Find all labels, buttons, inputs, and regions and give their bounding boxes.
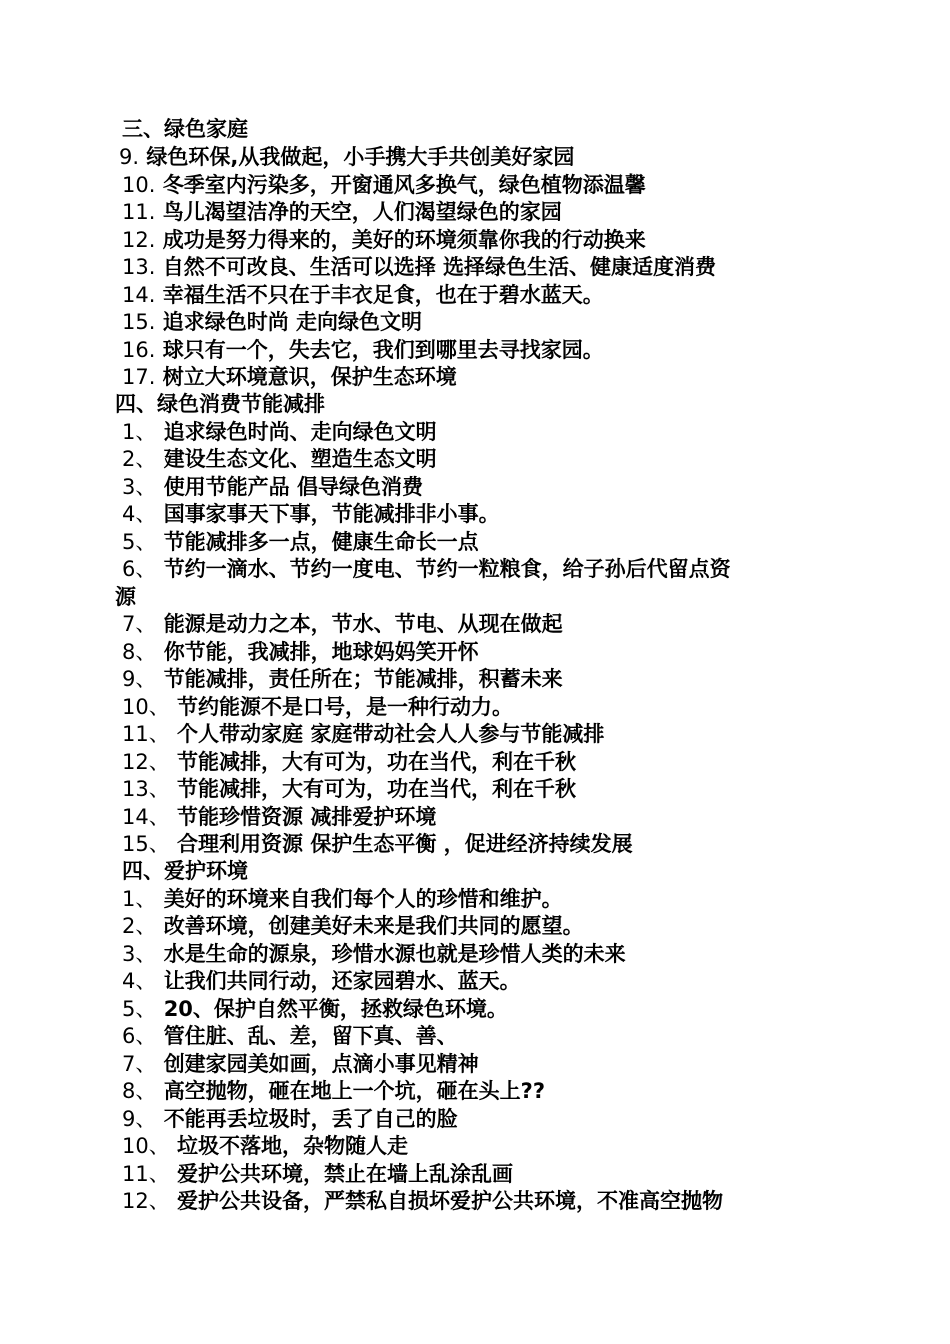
item-number: 1、 xyxy=(122,420,157,444)
item-text: 水是生命的源泉，珍惜水源也就是珍惜人类的未来 xyxy=(163,942,626,966)
item-text: 节约能源不是口号，是一种行动力。 xyxy=(177,695,514,719)
item-text: 冬季室内污染多，开窗通风多换气，绿色植物添温馨 xyxy=(162,173,646,197)
item-number: 2、 xyxy=(122,447,157,471)
section-heading-green-family: 三、绿色家庭 xyxy=(122,117,248,141)
item-number: 9、 xyxy=(122,667,157,691)
item-text: 幸福生活不只在于丰衣足食，也在于碧水蓝天。 xyxy=(162,283,604,307)
item-text: 建设生态文化、塑造生态文明 xyxy=(163,447,437,471)
item-number: 3、 xyxy=(122,942,157,966)
item-text: 高空抛物，砸在地上一个坑，砸在头上?? xyxy=(163,1079,546,1103)
list-item xyxy=(122,529,479,556)
item-number: 6、 xyxy=(122,1024,157,1048)
list-item xyxy=(122,639,479,666)
item-number: 10、 xyxy=(122,695,170,719)
list-item xyxy=(122,611,563,638)
item-text: 你节能，我减排，地球妈妈笑开怀 xyxy=(163,640,479,664)
item-number: 4、 xyxy=(122,502,157,526)
item-number: 15. xyxy=(122,310,156,334)
list-item xyxy=(122,721,604,748)
item-text: 追求绿色时尚、走向绿色文明 xyxy=(163,420,437,444)
section-heading-protect-environment: 四、爱护环境 xyxy=(122,859,248,883)
item-number: 16. xyxy=(122,338,156,362)
item-text: 美好的环境来自我们每个人的珍惜和维护。 xyxy=(163,887,563,911)
list-item xyxy=(122,749,576,776)
item-text: 不能再丢垃圾时，丢了自己的脸 xyxy=(163,1107,458,1131)
item-number: 8、 xyxy=(122,640,157,664)
list-item xyxy=(122,996,508,1023)
item-text: 节能减排，大有可为，功在当代，利在千秋 xyxy=(177,750,577,774)
item-number: 13、 xyxy=(122,777,170,801)
list-item xyxy=(122,666,563,693)
item-text: 垃圾不落地，杂物随人走 xyxy=(177,1134,409,1158)
list-item xyxy=(122,364,457,391)
item-text: 绿色环保,从我做起，小手携大手共创美好家园 xyxy=(146,145,575,169)
item-number: 10. xyxy=(122,173,156,197)
item-text: 20、保护自然平衡，拯救绿色环境。 xyxy=(163,997,508,1021)
item-number: 7、 xyxy=(122,612,157,636)
item-number: 14. xyxy=(122,283,156,307)
list-item xyxy=(122,968,521,995)
list-item xyxy=(122,1023,458,1050)
item-text: 节能减排，责任所在；节能减排，积蓄未来 xyxy=(163,667,563,691)
list-item xyxy=(122,199,562,226)
item-text: 鸟儿渴望洁净的天空，人们渴望绿色的家园 xyxy=(162,200,562,224)
list-item xyxy=(122,804,436,831)
list-item xyxy=(122,556,731,583)
list-item xyxy=(122,831,633,858)
list-item xyxy=(122,501,500,528)
item-text: 节能珍惜资源 减排爱护环境 xyxy=(177,805,437,829)
item-number: 4、 xyxy=(122,969,157,993)
list-item xyxy=(122,1133,408,1160)
list-item xyxy=(119,144,574,171)
item-text: 合理利用资源 保护生态平衡 ，促进经济持续发展 xyxy=(177,832,633,856)
list-item xyxy=(122,886,563,913)
item-number: 13. xyxy=(122,255,156,279)
list-item xyxy=(122,913,584,940)
list-item xyxy=(122,227,646,254)
item-text: 自然不可改良、生活可以选择 选择绿色生活、健康适度消费 xyxy=(162,255,717,279)
list-item xyxy=(122,1161,513,1188)
item-text: 爱护公共设备，严禁私自损坏爱护公共环境，不准高空抛物 xyxy=(177,1189,724,1213)
item-text: 能源是动力之本，节水、节电、从现在做起 xyxy=(163,612,563,636)
item-text: 让我们共同行动，还家园碧水、蓝天。 xyxy=(163,969,521,993)
item-number: 12、 xyxy=(122,750,170,774)
item-number: 5、 xyxy=(122,997,157,1021)
item-text: 管住脏、乱、差，留下真、善、 xyxy=(163,1024,458,1048)
list-item xyxy=(122,776,576,803)
list-item-continuation xyxy=(115,584,136,611)
item-text: 源 xyxy=(115,585,136,609)
item-text: 创建家园美如画，点滴小事见精神 xyxy=(163,1052,479,1076)
item-number: 9、 xyxy=(122,1107,157,1131)
list-item xyxy=(122,1106,458,1133)
list-item xyxy=(122,694,513,721)
item-number: 8、 xyxy=(122,1079,157,1103)
item-number: 11、 xyxy=(122,1162,170,1186)
item-number: 6、 xyxy=(122,557,157,581)
item-text: 改善环境，创建美好未来是我们共同的愿望。 xyxy=(163,914,584,938)
item-text: 个人带动家庭 家庭带动社会人人参与节能减排 xyxy=(177,722,605,746)
item-text: 球只有一个，失去它，我们到哪里去寻找家园。 xyxy=(162,338,604,362)
list-item xyxy=(122,172,646,199)
list-item xyxy=(122,941,626,968)
item-text: 节能减排，大有可为，功在当代，利在千秋 xyxy=(177,777,577,801)
item-number: 11、 xyxy=(122,722,170,746)
item-number: 10、 xyxy=(122,1134,170,1158)
item-text: 爱护公共环境，禁止在墙上乱涂乱画 xyxy=(177,1162,514,1186)
list-item xyxy=(122,419,437,446)
item-number: 12. xyxy=(122,228,156,252)
item-text: 树立大环境意识，保护生态环境 xyxy=(162,365,457,389)
list-item xyxy=(122,1078,545,1105)
section-heading-energy-saving: 四、绿色消费节能减排 xyxy=(115,392,325,416)
item-text: 国事家事天下事，节能减排非小事。 xyxy=(163,502,500,526)
item-number: 11. xyxy=(122,200,156,224)
item-number: 3、 xyxy=(122,475,157,499)
item-number: 7、 xyxy=(122,1052,157,1076)
item-text: 成功是努力得来的，美好的环境须靠你我的行动换来 xyxy=(162,228,646,252)
list-item xyxy=(122,474,423,501)
item-number: 2、 xyxy=(122,914,157,938)
item-text: 追求绿色时尚 走向绿色文明 xyxy=(162,310,423,334)
list-item xyxy=(122,337,604,364)
item-number: 17. xyxy=(122,365,156,389)
list-item xyxy=(122,1188,723,1215)
list-item xyxy=(122,446,437,473)
item-text: 节能减排多一点，健康生命长一点 xyxy=(163,530,479,554)
list-item xyxy=(122,309,422,336)
item-text: 使用节能产品 倡导绿色消费 xyxy=(163,475,423,499)
item-number: 14、 xyxy=(122,805,170,829)
list-item xyxy=(122,282,604,309)
item-number: 5、 xyxy=(122,530,157,554)
list-item xyxy=(122,254,716,281)
item-number: 9. xyxy=(119,145,140,169)
item-number: 12、 xyxy=(122,1189,170,1213)
item-number: 15、 xyxy=(122,832,170,856)
item-text: 节约一滴水、节约一度电、节约一粒粮食，给子孙后代留点资 xyxy=(163,557,731,581)
list-item xyxy=(122,1051,479,1078)
item-number: 1、 xyxy=(122,887,157,911)
